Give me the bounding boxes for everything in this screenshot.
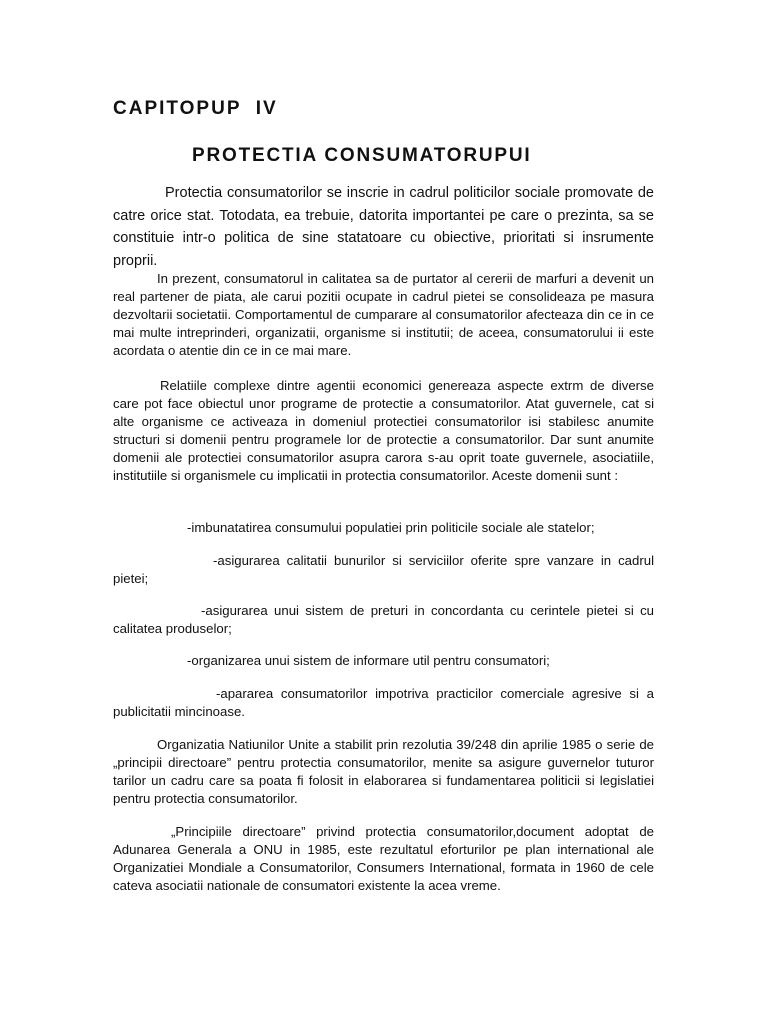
list-item: -apararea consumatorilor impotriva practicilor comerciale agresive si a publicitatii mincinoase.	[113, 686, 654, 719]
paragraph-consumer-role: In prezent, consumatorul in calitatea sa de purtator al cererii de marfuri a devenit un real partener de piata, ale carui pozitii ocupate in cadrul pietei se consolideaza pe masura dezvoltarii societatii. Comportamentul de cumparare al consumatorilor afecteaza din ce in ce mai multe intreprinderi, organizatii, organisme si institutii; de aceea, consumatorului ii este acordata o atentie din ce in ce mai mare.	[113, 271, 654, 358]
list-item: -asigurarea calitatii bunurilor si serviciilor oferite spre vanzare in cadrul pietei;	[113, 553, 654, 586]
paragraph-un-resolution: Organizatia Natiunilor Unite a stabilit prin rezolutia 39/248 din aprilie 1985 o serie de „principii directoare” pentru protectia consumatorilor, menite sa asigure guvernelor tuturor tarilor un cadru care sa poata fi folosit in elaborarea si fundamentarea politicii si legislatiei pentru protectia consumatorilor.	[113, 737, 654, 806]
page-title: PROTECTIA CONSUMATORUPUI	[192, 145, 532, 166]
list-item: -asigurarea unui sistem de preturi in concordanta cu cerintele pietei si cu calitatea produselor;	[113, 603, 654, 636]
paragraph-domains: Relatiile complexe dintre agentii economici genereaza aspecte extrm de diverse care pot face obiectul unor programe de protectie a consumatorilor. Atat guvernele, cat si alte organisme ce activeaza in domeniul protectiei consumatorilor isi stabilesc anumite structuri si domenii pentru programele lor de protectie a consumatorilor. Dar sunt anumite domenii ale protectiei consumatorilor asupra carora s-au oprit toate guvernele, asociatiile, institutiile si organismele cu implicatii in protectia consumatorilor. Aceste domenii sunt :	[113, 378, 654, 483]
paragraph-guiding-principles: „Principiile directoare” privind protectia consumatorilor,document adoptat de Adunarea Generala a ONU in 1985, este rezultatul eforturilor pe plan international ale Organizatiei Mondiale a Consumatorilor, Consumers International, formata in 1960 de cele cateva asociatii nationale de consumatori existente la acea vreme.	[113, 824, 654, 893]
paragraph-intro: Protectia consumatorilor se inscrie in cadrul politicilor sociale promovate de catre orice stat. Totodata, ea trebuie, datorita importantei pe care o prezinta, sa se constituie intr-o politica de sine statatoare cu obiective, prioritati si insrumente proprii.	[113, 185, 654, 269]
list-item: -organizarea unui sistem de informare util pentru consumatori;	[187, 653, 550, 668]
list-item: -imbunatatirea consumului populatiei prin politicile sociale ale statelor;	[187, 520, 595, 535]
chapter-heading: CAPITOPUP IV	[113, 98, 278, 119]
